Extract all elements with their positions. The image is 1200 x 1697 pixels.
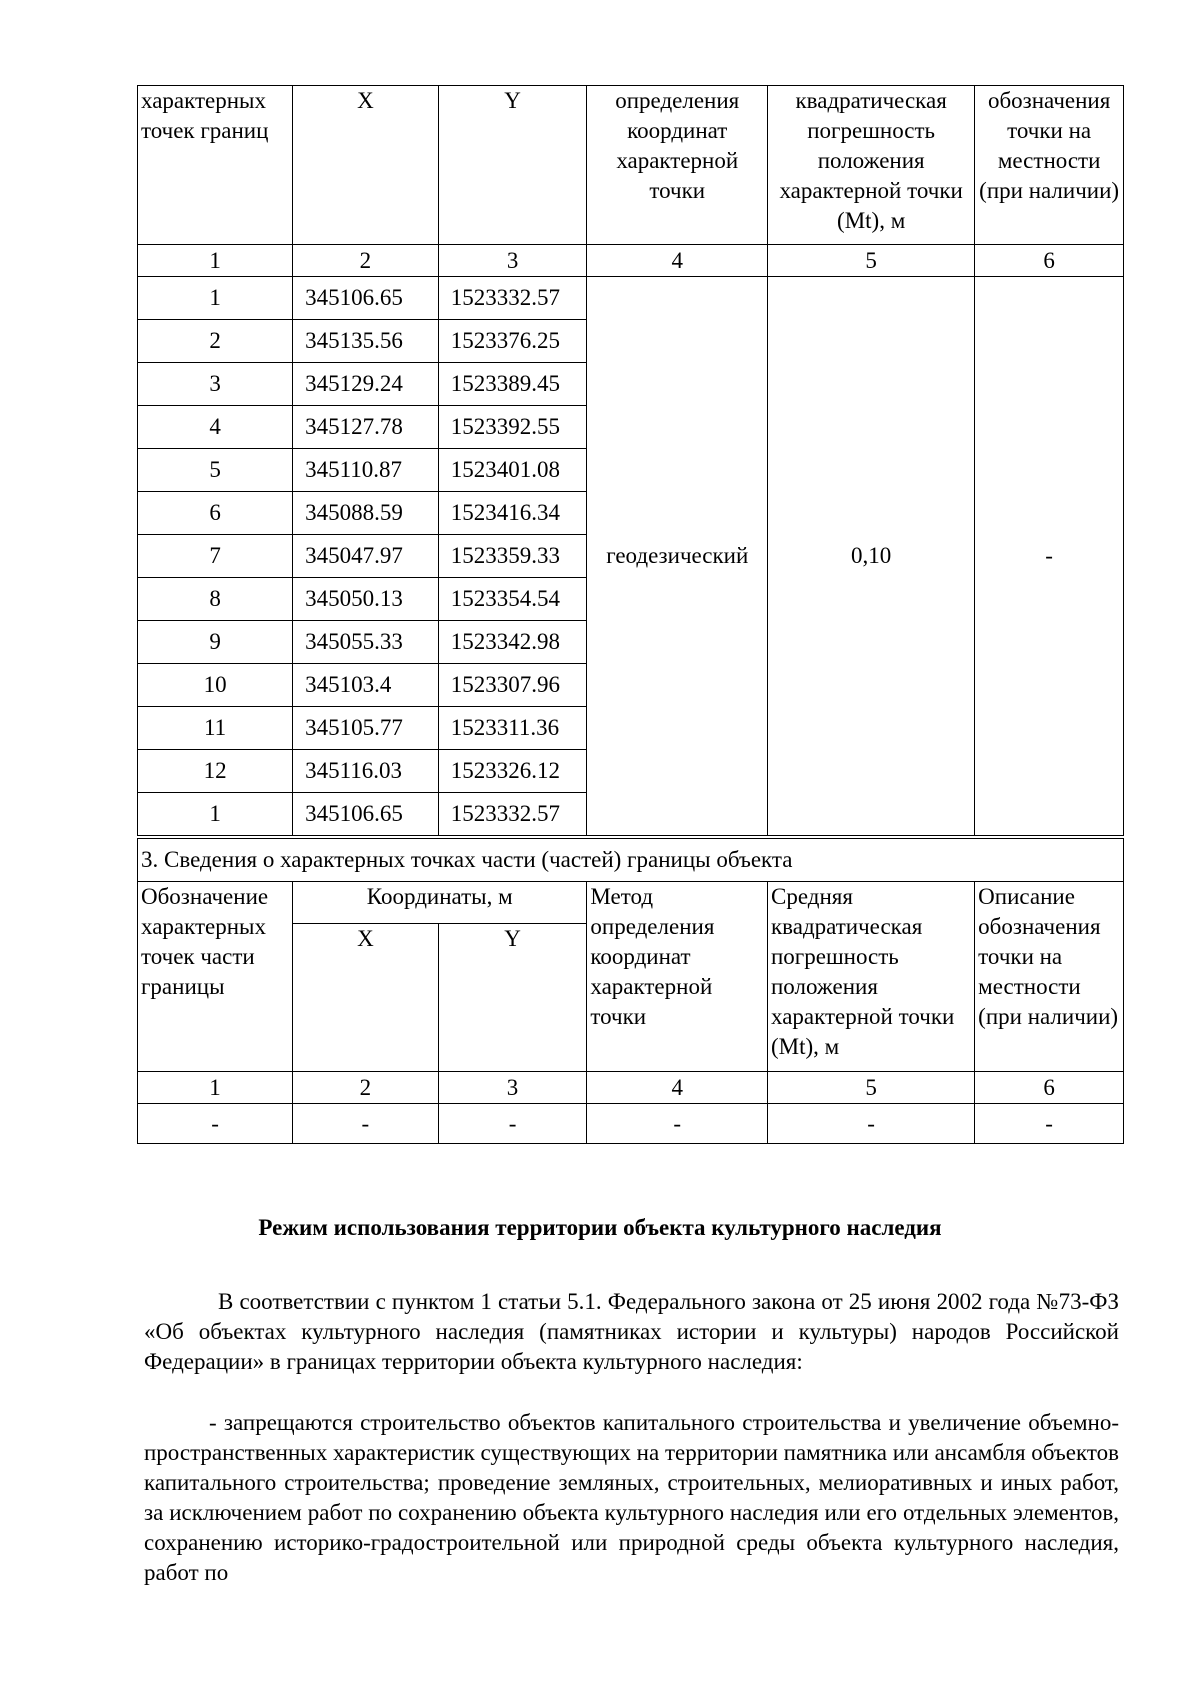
point-number: 8	[138, 578, 293, 621]
empty-cell: -	[438, 1104, 587, 1144]
paragraph-intro: В соответствии с пунктом 1 статьи 5.1. Федерального закона от 25 июня 2002 года №73-ФЗ «Об объектах культурного наследия (памятниках истории и культуры) народов Российской Федерации» в границах территории объекта культурного наследия:	[144, 1289, 1119, 1374]
section-title: 3. Сведения о характерных точках части (частей) границы объекта	[138, 839, 1124, 882]
point-x: 345103.4	[293, 664, 439, 707]
point-number: 2	[138, 320, 293, 363]
table-header-row	[138, 882, 1124, 924]
header-accuracy: Средняя квадратическая погрешность положения характерной точки (Mt), м	[768, 882, 975, 1072]
header-method: Метод определения координат характерной точки	[587, 882, 768, 1072]
point-y: 1523392.55	[438, 406, 587, 449]
column-number: 5	[768, 1072, 975, 1104]
point-number: 10	[138, 664, 293, 707]
description-cell: -	[975, 277, 1124, 836]
header-x: X	[293, 924, 439, 1072]
column-number: 3	[438, 245, 587, 277]
section-heading: Режим использования территории объекта культурного наследия	[258, 1215, 942, 1240]
column-number: 4	[587, 245, 768, 277]
section-title-row	[138, 839, 1124, 882]
column-number: 1	[138, 245, 293, 277]
header-designation: характерных точек границ	[138, 86, 293, 245]
point-number: 1	[138, 277, 293, 320]
point-y: 1523389.45	[438, 363, 587, 406]
point-number: 6	[138, 492, 293, 535]
point-x: 345110.87	[293, 449, 439, 492]
header-designation: Обозначение характерных точек части границы	[138, 882, 293, 1072]
point-x: 345135.56	[293, 320, 439, 363]
header-x: X	[293, 86, 439, 245]
header-description: обозначения точки на местности (при наличии)	[975, 86, 1124, 245]
paragraph-prohibitions: - запрещаются строительство объектов капитального строительства и увеличение объемно-пространственных характеристик существующих на территории памятника или ансамбля объектов капитального строительства; проведение земляных, строительных, мелиоративных и иных работ, за исключением работ по сохранению объекта культурного наследия или его отдельных элементов, сохранению историко-градостроительной или природной среды объекта культурного наследия, работ по	[144, 1410, 1119, 1585]
header-y: Y	[438, 86, 587, 245]
boundary-points-table	[137, 85, 1124, 836]
empty-cell: -	[293, 1104, 439, 1144]
empty-cell: -	[138, 1104, 293, 1144]
column-number: 3	[438, 1072, 587, 1104]
point-y: 1523307.96	[438, 664, 587, 707]
empty-cell: -	[587, 1104, 768, 1144]
point-y: 1523342.98	[438, 621, 587, 664]
header-method: определения координат характерной точки	[587, 86, 768, 245]
point-number: 3	[138, 363, 293, 406]
empty-cell: -	[768, 1104, 975, 1144]
point-number: 9	[138, 621, 293, 664]
point-x: 345105.77	[293, 707, 439, 750]
point-number: 7	[138, 535, 293, 578]
point-y: 1523401.08	[438, 449, 587, 492]
point-y: 1523416.34	[438, 492, 587, 535]
column-number-row	[138, 245, 1124, 277]
point-x: 345055.33	[293, 621, 439, 664]
table-row	[138, 1104, 1124, 1144]
accuracy-cell: 0,10	[768, 277, 975, 836]
point-number: 4	[138, 406, 293, 449]
point-y: 1523376.25	[438, 320, 587, 363]
empty-cell: -	[975, 1104, 1124, 1144]
point-y: 1523332.57	[438, 793, 587, 836]
column-number-row	[138, 1072, 1124, 1104]
point-y: 1523354.54	[438, 578, 587, 621]
column-number: 2	[293, 1072, 439, 1104]
point-number: 12	[138, 750, 293, 793]
point-x: 345050.13	[293, 578, 439, 621]
point-number: 1	[138, 793, 293, 836]
point-x: 345047.97	[293, 535, 439, 578]
point-number: 5	[138, 449, 293, 492]
column-number: 4	[587, 1072, 768, 1104]
point-x: 345129.24	[293, 363, 439, 406]
table-header-row	[138, 86, 1124, 245]
point-y: 1523359.33	[438, 535, 587, 578]
column-number: 6	[975, 245, 1124, 277]
column-number: 1	[138, 1072, 293, 1104]
table-row	[138, 277, 1124, 320]
header-accuracy: квадратическая погрешность положения характерной точки (Mt), м	[768, 86, 975, 245]
point-y: 1523332.57	[438, 277, 587, 320]
point-y: 1523311.36	[438, 707, 587, 750]
point-x: 345106.65	[293, 793, 439, 836]
header-y: Y	[438, 924, 587, 1072]
point-x: 345088.59	[293, 492, 439, 535]
point-x: 345106.65	[293, 277, 439, 320]
point-x: 345127.78	[293, 406, 439, 449]
point-number: 11	[138, 707, 293, 750]
column-number: 6	[975, 1072, 1124, 1104]
column-number: 2	[293, 245, 439, 277]
point-x: 345116.03	[293, 750, 439, 793]
point-y: 1523326.12	[438, 750, 587, 793]
header-description: Описание обозначения точки на местности (при наличии)	[975, 882, 1124, 1072]
header-coordinates: Координаты, м	[293, 882, 587, 924]
part-boundary-points-table	[137, 838, 1124, 1144]
method-cell: геодезический	[587, 277, 768, 836]
column-number: 5	[768, 245, 975, 277]
